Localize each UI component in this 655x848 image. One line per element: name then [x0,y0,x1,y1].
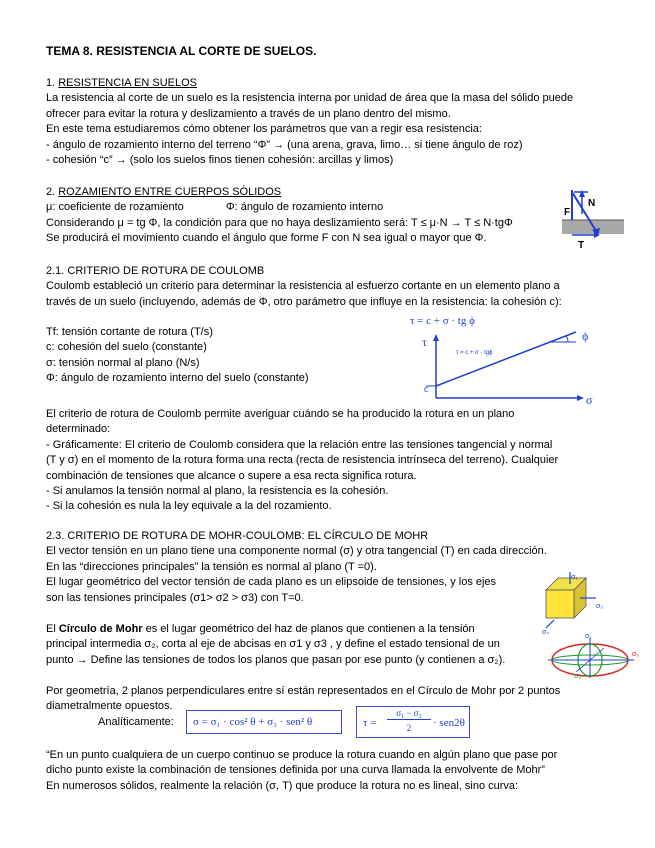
section-2-heading [46,185,513,200]
definition-line: Φ: ángulo de rozamiento interno del suelo (constante) [46,372,309,385]
paragraph-line: El criterio de rotura de Coulomb permite averiguar cuándo se ha producido la rotura en un plano [46,408,515,420]
mohr-pre-text: El [46,623,59,635]
coulomb-graph [400,310,600,405]
paragraph-line: través de un suelo (incluyendo, además de Φ, otro parámetro que influye en la resistencia: la cohesión c): [46,295,562,308]
paragraph-line: - Si la cohesión es nula la ley equivale a la del rozamiento. [46,500,332,513]
section-2 [46,185,513,247]
cohesion-label: c [424,384,429,395]
friction-block-figure [562,188,624,252]
paragraph-line: “En un punto cualquiera de un cuerpo continuo se produce la rotura cuando en algún plano que pase por [46,749,558,761]
stress-cube-figure [540,572,610,634]
paragraph-line: diametralmente opuestos. [46,700,173,713]
definition-line: σ: tensión normal al plano (N/s) [46,356,200,369]
paragraph-line: - Si anulamos la tensión normal al plano, la resistencia es la cohesión. [46,485,389,498]
paragraph-line: Coulomb estableció un criterio para determinar la resistencia al esfuerzo cortante en un elemento plano a [46,280,560,293]
stress-cube [546,590,574,618]
paragraph-line: - cohesión “c” → (solo los suelos finos tienen cohesión: arcillas y limos) [46,154,394,167]
cube-sigma1-label: σ₁ [571,574,578,581]
paragraph-line: son las tensiones principales (σ1> σ2 > σ3) con T=0. [46,591,304,604]
shear-formula-numerator: σ₁ − σ₃ [387,707,431,720]
cube-sigma2-label: σ₂ [596,603,604,610]
section-2-3 [46,529,547,606]
coulomb-body [46,407,558,515]
paragraph-line: En las “direcciones principales” la tensión es normal al plano (T =0). [46,560,377,573]
definition-line: Tf: tensión cortante de rotura (T/s) [46,326,213,338]
tau-label: τ [422,335,427,349]
mu-definition: μ: coeficiente de rozamiento [46,201,184,214]
section-2-title: ROZAMIENTO ENTRE CUERPOS SÓLIDOS [58,186,282,198]
paragraph-line: principal intermedia σ₂, corta al eje de abcisas en σ1 y σ3 , y define el estado tensional de un [46,638,500,651]
normal-stress-formula-box [186,710,342,734]
sigma-label: σ [586,393,593,405]
document-title: TEMA 8. RESISTENCIA AL CORTE DE SUELOS. [46,44,317,58]
definitions-line [46,200,513,215]
mohr-paragraph [46,622,505,668]
cube-sigma3-label: σ₃ [542,629,550,634]
section-2-1-heading: 2.1. CRITERIO DE ROTURA DE COULOMB [46,265,265,277]
mohr-circle-term: Círculo de Mohr [58,623,143,635]
section-2-number: 2. [46,186,59,198]
paragraph-line: - Gráficamente: El criterio de Coulomb considera que la relación entre las tensiones tangencial y normal [46,438,553,451]
force-f-label: F [564,207,571,218]
paragraph-line: En numerosos sólidos, realmente la relación (σ, T) que produce la rotura no es lineal, sino curva: [46,779,519,792]
graph-formula: τ = c + σ · tg ϕ [410,315,475,327]
shear-formula-denominator: 2 [406,723,412,733]
paragraph-line [46,622,505,637]
mohr-post-text: es el lugar geométrico del haz de planos que contienen a la tensión [142,623,475,635]
section-1-title: RESISTENCIA EN SUELOS [58,77,197,89]
normal-stress-formula: σ = σ₁ · cos² θ + σ₃ · sen² θ [193,716,313,728]
paragraph-line: El lugar geométrico del vector tensión de cada plano es un elipsoide de tensiones, y los ejes [46,576,497,589]
paragraph-line: - ángulo de rozamiento interno del terreno “Φ” → (una arena, grava, limo… si tiene ángulo de roz) [46,138,523,151]
section-2-3-heading: 2.3. CRITERIO DE ROTURA DE MOHR-COULOMB: EL CÍRCULO DE MOHR [46,530,429,542]
paragraph-line: determinado: [46,423,111,436]
force-n-label: N [588,198,596,209]
paragraph-line: El vector tensión en un plano tiene una componente normal (σ) y otra tangencial (T) en cada dirección. [46,545,547,558]
stress-ellipsoid-figure [544,632,644,680]
paragraph-line: ofrecer para evitar la rotura y deslizamiento a través de un plano dentro del mismo. [46,107,451,120]
paragraph-line: combinación de tensiones que alcance o supere a esa recta significa rotura. [46,469,417,482]
paragraph-line: dicho punto existe la combinación de tensiones definida por una curva llamada la envolvente de Mohr” [46,764,545,777]
shear-stress-formula-box [356,706,470,738]
phi-label: ϕ [582,329,589,343]
definition-line: c: cohesión del suelo (constante) [46,341,207,354]
graph-inner-formula: τ = c + σ · tgϕ [456,350,493,356]
paragraph-line: punto → Define las tensiones de todos los planos que pasan por ese punto (y contienen a σ₂). [46,653,506,666]
paragraph-line: La resistencia al corte de un suelo es la resistencia interna por unidad de área que la masa del sólido puede [46,92,574,105]
section-2-1 [46,264,562,310]
shear-formula-lhs: τ = [363,717,377,729]
paragraph-line: Por geometría, 2 planos perpendiculares entre sí están representados en el Círculo de Mohr por 2 puntos [46,685,561,697]
paragraph-line: (T y σ) en el momento de la rotura forma una recta (recta de resistencia intrínseca del terreno). Cualquier [46,454,559,467]
phi-definition: Φ: ángulo de rozamiento interno [225,201,384,214]
ellipse-sigma3-label: σ₃ [574,673,582,680]
mohr-envelope-paragraph [46,748,557,794]
failure-envelope-line [436,332,576,386]
paragraph-line: Considerando μ = tg Φ, la condición para que no haya deslizamiento será: T ≤ μ·N → T ≤ N·tgΦ [46,216,513,229]
analytic-label: Analíticamente: [98,716,174,728]
paragraph-line: En este tema estudiaremos cómo obtener los parámetros que van a regir esa resistencia: [46,123,482,136]
paragraph-line: Se producirá el movimiento cuando el ángulo que forme F con N sea igual o mayor que Φ. [46,232,487,245]
coulomb-definitions [46,325,309,387]
force-t-label: T [578,240,585,251]
section-1 [46,76,573,168]
ellipse-sigma2-label: σ₂ [632,651,640,658]
ellipse-sigma1-label: σ₁ [585,633,592,640]
section-1-heading [46,76,573,91]
shear-formula-rhs: · sen2θ [433,717,465,729]
section-1-number: 1. [46,77,59,89]
